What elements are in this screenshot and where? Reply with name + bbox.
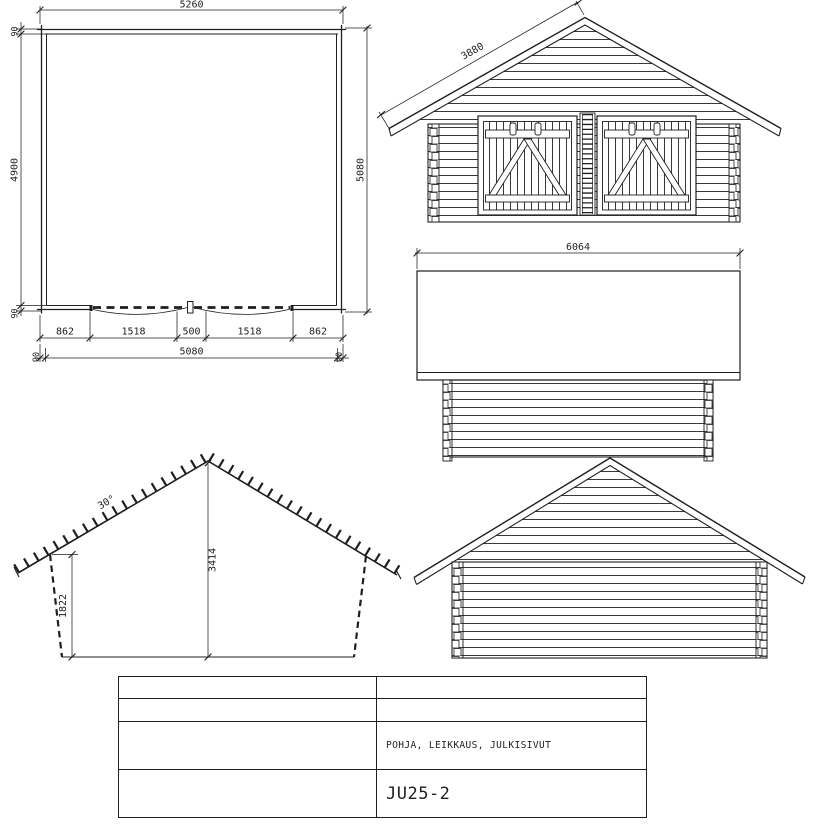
plan-dim-wall-bottom: 90 [10,308,21,319]
section-dim-wall: 1822 [58,593,69,619]
front-gable-siding [412,25,758,124]
title-block-cell-empty [119,769,376,817]
front-elevation-view [377,0,781,222]
corner-log-ends [452,562,463,658]
corner-log-ends [756,562,767,658]
plan-dim-seg-5: 862 [308,326,328,338]
floor-plan-view [10,0,373,362]
door-hinge [535,123,541,135]
rear-log-wall [452,562,767,658]
plan-dim-seg-1: 862 [55,326,75,338]
side-elevation-view [414,242,744,461]
door-hinge [510,123,516,135]
side-log-wall [443,380,713,457]
section-wall-right [354,556,366,657]
plan-dim-right-height: 5080 [355,157,367,183]
plan-dim-seg-3: 500 [182,326,201,338]
right-door [597,116,696,215]
door-hinge [654,123,660,135]
section-dim-angle: 30° [96,493,118,513]
corner-log-ends [443,380,452,461]
plan-dim-top: 5260 [179,0,204,11]
floor-plan-walls-inner [45,34,338,310]
drawing-code: JU25-2 [376,769,646,817]
rear-gable-siding [453,466,767,562]
section-dim-ridge: 3414 [207,547,219,573]
door-centre-post [580,113,595,215]
plan-dim-wall-top: 90 [10,26,21,37]
title-block-cell-empty [119,677,376,698]
title-block-cell-empty [376,677,646,698]
door-hinge [629,123,635,135]
rear-elevation-view [414,458,805,658]
title-block-cell-empty [119,721,376,769]
plan-dim-end-right: 90 [335,351,345,363]
door-hinge-mark [90,305,93,311]
corner-log-ends [704,380,713,461]
rafter-ticks [16,457,206,569]
plan-dim-seg-4: 1518 [237,326,262,338]
corner-log-ends [428,124,439,222]
title-block-cell-empty [119,698,376,721]
title-block-cell-empty [376,698,646,721]
floor-plan-walls [38,26,346,314]
door-hinge-mark [291,305,294,311]
side-dim-width: 6064 [565,242,591,253]
rafter-ticks [211,457,400,571]
section-dim-lines [52,460,211,657]
plan-dim-left-height: 4900 [9,157,21,183]
corner-log-ends [729,124,740,222]
front-dim-roof-slope: 3880 [459,41,486,63]
drawing-description: POHJA, LEIKKAUS, JULKISIVUT [376,721,646,769]
plan-dim-end-left: 90 [32,351,42,363]
roof-plane [417,271,740,380]
plan-door-opening [90,302,294,315]
left-door [478,116,577,215]
title-block [118,676,647,818]
plan-dim-seg-2: 1518 [121,326,146,338]
section-view [14,457,401,661]
plan-dim-bottom-total: 5080 [179,346,204,358]
